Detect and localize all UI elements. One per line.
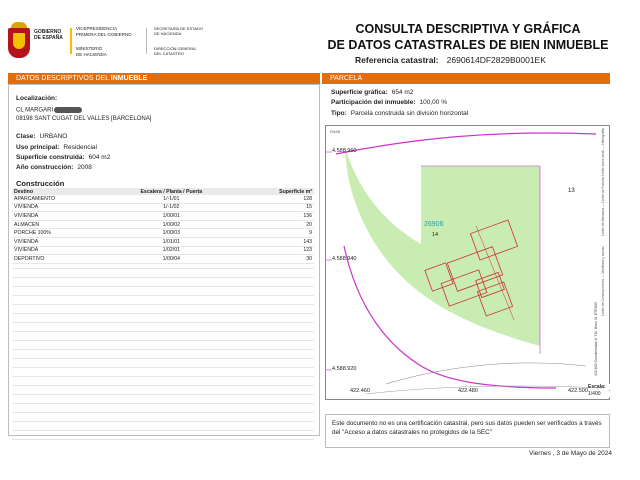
referencia-catastral: Referencia catastral: 2690614DF2829B0001EK: [355, 55, 546, 65]
footer-date: Viernes , 3 de Mayo de 2024: [529, 450, 612, 457]
row-escalera: 1/-1/02: [104, 203, 238, 212]
divider: [146, 28, 147, 54]
x-coord-2: 422.480: [458, 388, 478, 394]
table-row: [12, 246, 314, 255]
row-escalera: 1/00/01: [104, 212, 238, 221]
verification-notice: Este documento no es una certificación catastral, pero sus datos pueden ser verificados a través del "Acceso a datos catastrales no protegidos de la SEC": [325, 414, 610, 448]
y-coord-1: 4.588.960: [332, 148, 357, 154]
superficie-field: Superficie construida: 604 m2: [16, 154, 111, 161]
table-row: [12, 195, 314, 203]
ministry2: MINISTERIO DE HACIENDA: [76, 46, 107, 57]
th-destino: Destino: [12, 188, 104, 195]
redacted-mark: [54, 107, 82, 113]
row-escalera: 1/01/01: [104, 237, 238, 246]
row-escalera: 1/-1/01: [104, 195, 238, 203]
x-coord-1: 422.460: [350, 388, 370, 394]
row-destino: VIVIENDA: [12, 203, 104, 212]
parcel-id: 26906: [424, 221, 444, 228]
document-title: CONSULTA DESCRIPTIVA Y GRÁFICA DE DATOS CATASTRALES DE BIEN INMUEBLE: [327, 22, 609, 52]
ministry1: VICEPRESIDENCIA PRIMERA DEL GOBIERNO: [76, 26, 132, 37]
table-row: [12, 237, 314, 246]
row-escalera: 1/00/02: [104, 220, 238, 229]
row-superficie: 9: [239, 229, 314, 238]
scale-label: Escala:: [588, 384, 610, 390]
map-legend: 422,800 Coordenadas U.T.M. Huso 31 ETRS89 Límite de Manzana — Límite de Parcela Límite de Construcciones — Mobiliario y aceras Límite zona verde — Hidrografía: [594, 128, 605, 376]
row-destino: PORCHE 100%: [12, 229, 104, 238]
map-corner-label: DHAB: [330, 130, 340, 134]
th-escalera: Escalera / Planta / Puerta: [104, 188, 238, 195]
empty-table-lines: [12, 260, 314, 440]
tipo-field: Tipo: Parcela construida sin división horizontal: [331, 110, 469, 117]
government-logo: [8, 22, 208, 66]
table-row: [12, 212, 314, 221]
construccion-title: Construcción: [16, 179, 65, 188]
row-destino: APARCAMIENTO: [12, 195, 104, 203]
row-superficie: 143: [239, 237, 314, 246]
x-coord-3: 422.500: [568, 388, 588, 394]
anio-field: Año construcción: 2008: [16, 164, 92, 171]
y-coord-3: 4.588.920: [332, 366, 357, 372]
right-section-header: PARCELA: [322, 73, 610, 84]
row-destino: VIVIENDA: [12, 246, 104, 255]
row-destino: ALMACEN: [12, 220, 104, 229]
y-coord-2: 4.588.940: [332, 256, 357, 262]
coat-of-arms-icon: [8, 28, 30, 58]
row-escalera: 1/00/04: [104, 255, 238, 264]
neighbor-number: 13: [568, 188, 575, 194]
participacion-field: Participación del inmueble: 100,00 %: [331, 99, 447, 106]
direccion: DIRECCIÓN GENERAL DEL CATASTRO: [154, 46, 197, 56]
row-destino: VIVIENDA: [12, 212, 104, 221]
address-line2: 08198 SANT CUGAT DEL VALLES [BARCELONA]: [16, 116, 152, 122]
scale-value: 1/400: [588, 391, 610, 397]
uso-field: Uso principal: Residencial: [16, 144, 97, 151]
row-escalera: 1/02/01: [104, 246, 238, 255]
row-superficie: 20: [239, 220, 314, 229]
table-row: [12, 229, 314, 238]
row-escalera: 1/00/03: [104, 229, 238, 238]
sup-grafica-field: Superficie gráfica: 654 m2: [331, 89, 414, 96]
row-superficie: 128: [239, 195, 314, 203]
yellow-bar: [70, 28, 72, 54]
address-line1: CL MARGARI: [16, 107, 82, 114]
secretaria: SECRETARÍA DE ESTADO DE HACIENDA: [154, 26, 203, 36]
row-destino: VIVIENDA: [12, 237, 104, 246]
clase-field: Clase: URBANO: [16, 133, 68, 140]
th-superficie: Superficie m²: [239, 188, 314, 195]
cadastral-map: [325, 125, 610, 400]
row-superficie: 15: [239, 203, 314, 212]
left-section-header: DATOS DESCRIPTIVOS DEL INMUEBLE: [8, 73, 320, 84]
row-superficie: 123: [239, 246, 314, 255]
row-superficie: 30: [239, 255, 314, 264]
table-row: [12, 203, 314, 212]
parcel-number: 14: [432, 232, 439, 238]
table-row: [12, 220, 314, 229]
row-destino: DEPORTIVO: [12, 255, 104, 264]
row-superficie: 136: [239, 212, 314, 221]
localizacion-label: Localización:: [16, 95, 58, 102]
gov-text: GOBIERNO DE ESPAÑA: [34, 29, 63, 41]
construccion-table: [12, 188, 314, 264]
